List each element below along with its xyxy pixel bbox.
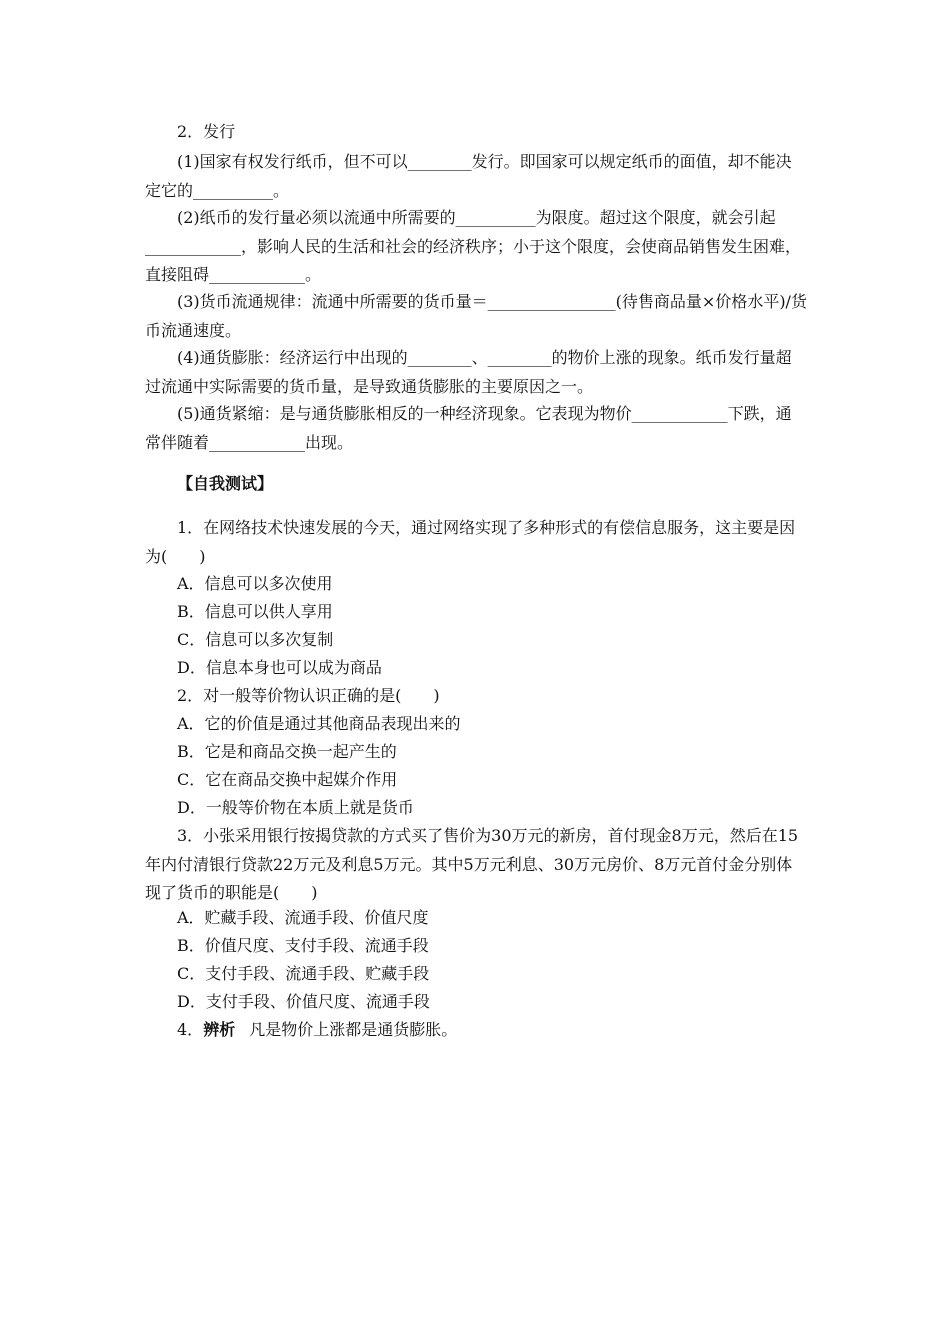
question-4 xyxy=(177,1016,457,1044)
question-2-option-c: C．它在商品交换中起媒介作用 xyxy=(177,770,398,789)
question-1-option-d: D．信息本身也可以成为商品 xyxy=(177,658,382,677)
question-2-option-b: B．它是和商品交换一起产生的 xyxy=(177,742,397,761)
question-2-option-d: D．一般等价物在本质上就是货币 xyxy=(177,798,414,817)
question-2-option-a: A．它的价值是通过其他商品表现出来的 xyxy=(177,714,461,733)
paragraph-issue-quantity: (2)纸币的发行量必须以流通中所需要的__________为限度。超过这个限度，就会引起____________，影响人民的生活和社会的经济秩序；小于这个限度，会使商品销售发生困难，直接阻碍____________。 xyxy=(145,208,802,284)
question-1-stem: 1．在网络技术快速发展的今天，通过网络实现了多种形式的有偿信息服务，这主要是因为( ) xyxy=(145,518,796,566)
question-3-option-d: D．支付手段、价值尺度、流通手段 xyxy=(177,992,430,1011)
question-3-option-b: B．价值尺度、支付手段、流通手段 xyxy=(177,936,429,955)
paragraph-deflation: (5)通货紧缩：是与通货膨胀相反的一种经济现象。它表现为物价____________下跌，通常伴随着____________出现。 xyxy=(145,404,792,452)
paragraph-circulation-law: (3)货币流通规律：流通中所需要的货币量＝________________(待售商品量×价格水平)/货币流通速度。 xyxy=(145,292,807,340)
question-4-number: 4． xyxy=(177,1020,204,1039)
question-4-text: 凡是物价上涨都是通货膨胀。 xyxy=(249,1020,458,1039)
self-test-title: 【自我测试】 xyxy=(177,474,274,493)
question-3-option-a: A．贮藏手段、流通手段、价值尺度 xyxy=(177,908,429,927)
question-4-tag: 辨析 xyxy=(203,1020,236,1039)
question-1-option-a: A．信息可以多次使用 xyxy=(177,574,333,593)
paragraph-inflation: (4)通货膨胀：经济运行中出现的________、________的物价上涨的现象。纸币发行量超过流通中实际需要的货币量，是导致通货膨胀的主要原因之一。 xyxy=(145,348,792,396)
question-2-stem: 2．对一般等价物认识正确的是( ) xyxy=(177,686,440,705)
paragraph-issue-right: (1)国家有权发行纸币，但不可以________发行。即国家可以规定纸币的面值，却不能决定它的__________。 xyxy=(145,152,792,200)
question-1-option-b: B．信息可以供人享用 xyxy=(177,602,333,621)
question-3-stem: 3．小张采用银行按揭贷款的方式买了售价为30万元的新房，首付现金8万元，然后在15年内付清银行贷款22万元及利息5万元。其中5万元利息、30万元房价、8万元首付金分别体现了货币的职能是( ) xyxy=(145,826,799,902)
question-1-option-c: C．信息可以多次复制 xyxy=(177,630,334,649)
question-3-option-c: C．支付手段、流通手段、贮藏手段 xyxy=(177,964,430,983)
section-heading: 2．发行 xyxy=(177,122,236,141)
